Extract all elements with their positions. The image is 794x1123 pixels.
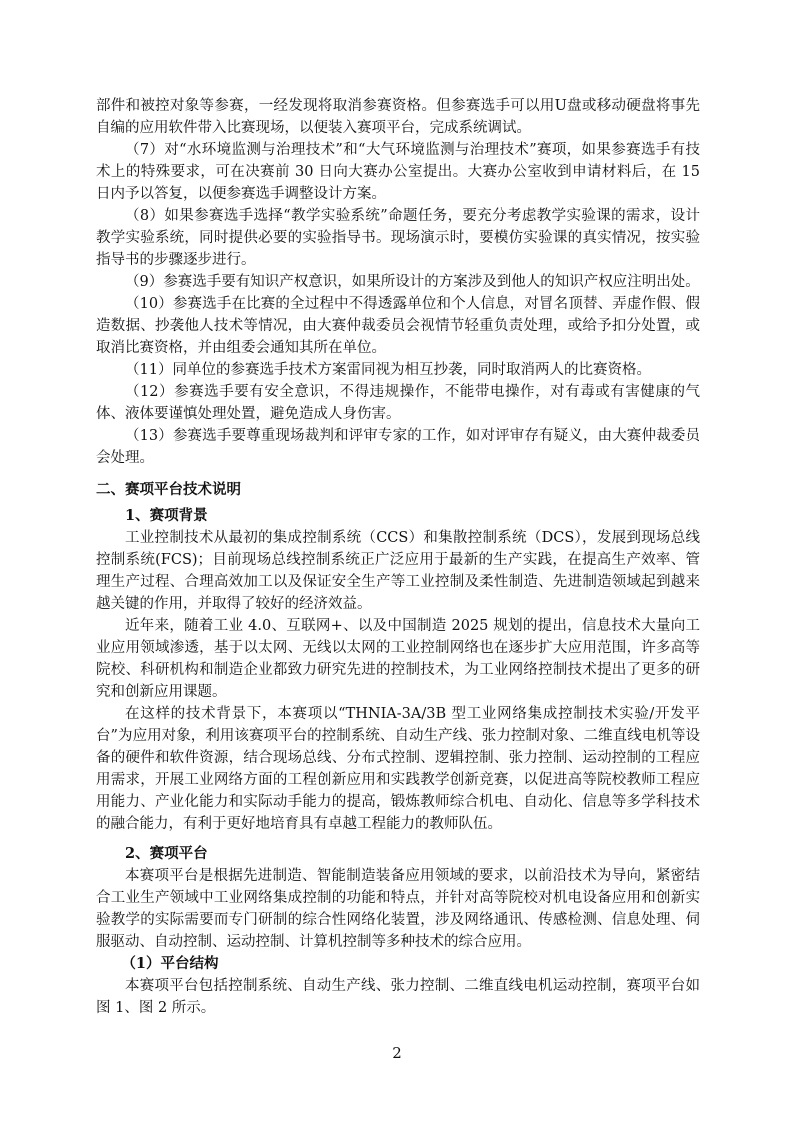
subsubsection-heading-structure: （1）平台结构 bbox=[121, 955, 219, 972]
page-number: 2 bbox=[392, 1044, 402, 1062]
subsection-heading-background: 1、赛项背景 bbox=[125, 507, 208, 524]
rule-item-11: （11）同单位的参赛选手技术方案雷同视为相互抄袭，同时取消两人的比赛资格。 bbox=[125, 362, 651, 378]
background-paragraph-2: 近年来，随着工业 4.0、互联网+、以及中国制造 2025 规划的提出，信息技术大量向工业应用领域渗透，基于以太网、无线以太网的工业控制网络也在逐步扩大应用范围，许多高等院校、科研机构和制造企业都致力研究先进的控制技术，为工业网络控制技术提出了更多的研究和创新应用课题。 bbox=[96, 618, 700, 700]
paragraph-continued: 部件和被控对象等参赛，一经发现将取消参赛资格。但参赛选手可以用U盘或移动硬盘将事先自编的应用软件带入比赛现场，以便装入赛项平台，完成系统调试。 bbox=[96, 98, 700, 136]
subsection-heading-platform: 2、赛项平台 bbox=[125, 845, 208, 862]
rule-item-7: （7）对“水环境监测与治理技术”和“大气环境监测与治理技术”赛项，如果参赛选手有技术上的特殊要求，可在决赛前 30 日向大赛办公室提出。大赛办公室收到申请材料后，在 15 日内予以答复，以便参赛选手调整设计方案。 bbox=[96, 142, 700, 202]
rule-item-13: （13）参赛选手要尊重现场裁判和评审专家的工作，如对评审存有疑义，由大赛仲裁委员会处理。 bbox=[96, 428, 700, 466]
rule-item-10: （10）参赛选手在比赛的全过程中不得透露单位和个人信息，对冒名顶替、弄虚作假、假造数据、抄袭他人技术等情况，由大赛仲裁委员会视情节轻重负责处理，或给予扣分处置，或取消比赛资格，并由组委会通知其所在单位。 bbox=[96, 296, 700, 356]
rule-item-8: （8）如果参赛选手选择“教学实验系统”命题任务，要充分考虑教学实验课的需求，设计教学实验系统，同时提供必要的实验指导书。现场演示时，要模仿实验课的真实情况，按实验指导书的步骤逐步进行。 bbox=[96, 208, 700, 268]
rule-item-12: （12）参赛选手要有安全意识，不得违规操作，不能带电操作，对有毒或有害健康的气体、液体要谨慎处理处置，避免造成人身伤害。 bbox=[96, 384, 700, 422]
structure-paragraph-1: 本赛项平台包括控制系统、自动生产线、张力控制、二维直线电机运动控制，赛项平台如图 1、图 2 所示。 bbox=[96, 978, 700, 1016]
page-body bbox=[96, 95, 700, 1019]
section-heading: 二、赛项平台技术说明 bbox=[96, 481, 241, 498]
rule-item-9: （9）参赛选手要有知识产权意识，如果所设计的方案涉及到他人的知识产权应注明出处。 bbox=[125, 274, 700, 290]
background-paragraph-3: 在这样的技术背景下，本赛项以“THNIA-3A/3B 型工业网络集成控制技术实验/开发平台”为应用对象，利用该赛项平台的控制系统、自动生产线、张力控制对象、二维直线电机等设备的硬件和软件资源，结合现场总线、分布式控制、逻辑控制、张力控制、运动控制的工程应用需求，开展工业网络方面的工程创新应用和实践教学创新竞赛，以促进高等院校教师工程应用能力、产业化能力和实际动手能力的提高，锻炼教师综合机电、自动化、信息等多学科技术的融合能力，有利于更好地培育具有卓越工程能力的教师队伍。 bbox=[96, 706, 700, 832]
background-paragraph-1: 工业控制技术从最初的集成控制系统（CCS）和集散控制系统（DCS），发展到现场总线控制系统(FCS)；目前现场总线控制系统正广泛应用于最新的生产实践，在提高生产效率、管理生产过程、合理高效加工以及保证安全生产等工业控制及柔性制造、先进制造领域起到越来越关键的作用，并取得了较好的经济效益。 bbox=[96, 530, 700, 612]
platform-paragraph-1: 本赛项平台是根据先进制造、智能制造装备应用领域的要求，以前沿技术为导向，紧密结合工业生产领域中工业网络集成控制的功能和特点，并针对高等院校对机电设备应用和创新实验教学的实际需要而专门研制的综合性网络化装置，涉及网络通讯、传感检测、信息处理、伺服驱动、自动控制、运动控制、计算机控制等多种技术的综合应用。 bbox=[96, 868, 700, 950]
